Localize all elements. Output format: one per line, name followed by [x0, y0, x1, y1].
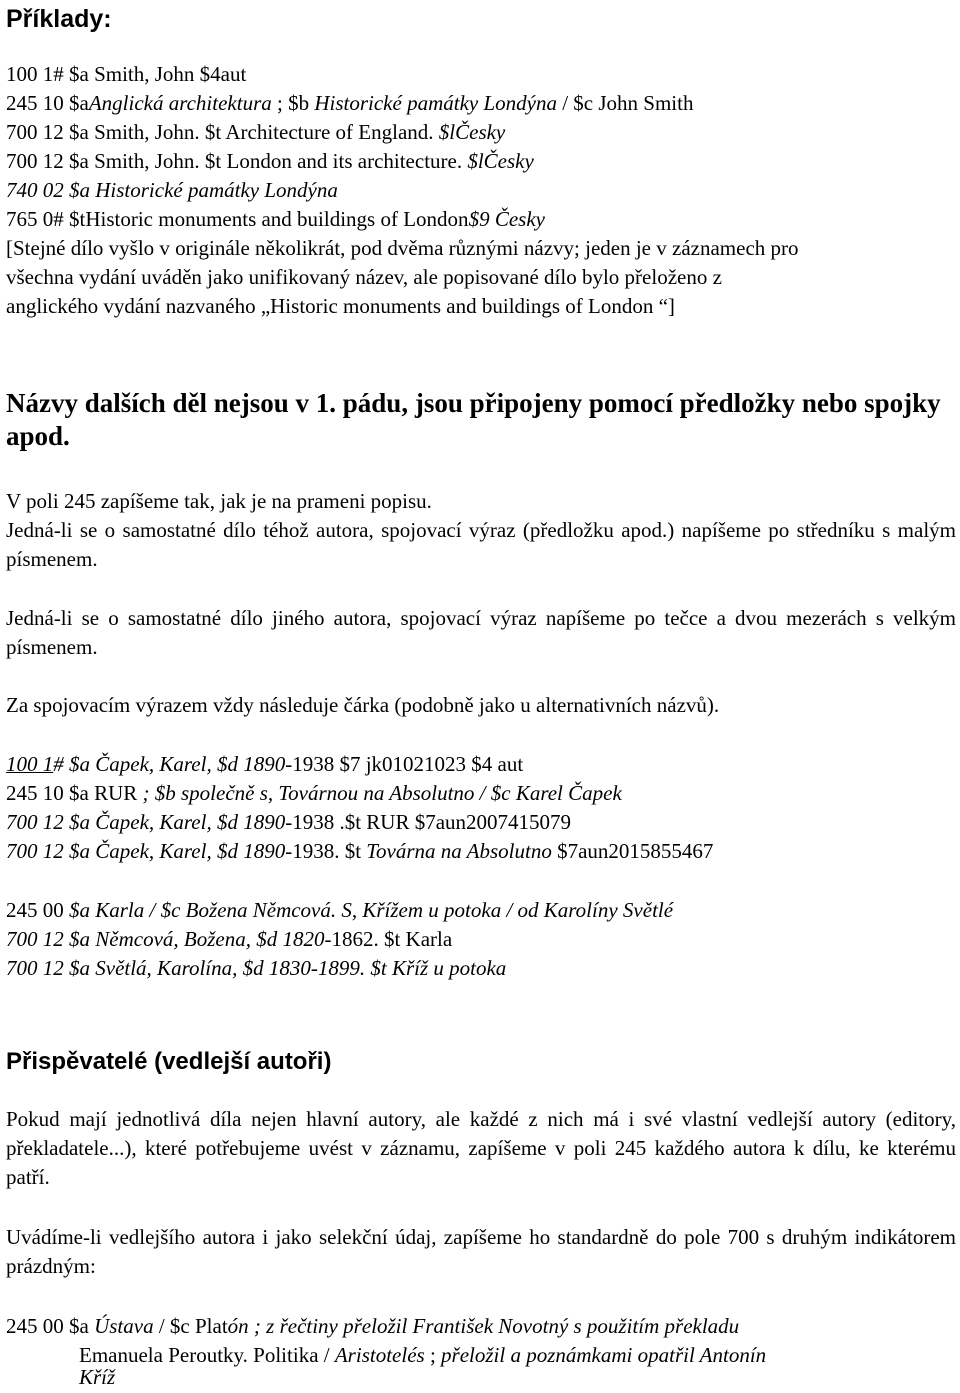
example2-line-1: 100 1# $a Čapek, Karel, $d 1890-1938 $7 jk01021023 $4 aut — [6, 752, 524, 776]
example3-line-2: 700 12 $a Němcová, Božena, $d 1820-1862. $t Karla — [6, 927, 453, 951]
paragraph-selection-entry: Uvádíme-li vedlejšího autora i jako selekční údaj, zapíšeme ho standardně do pole 700 s druhým indikátorem prázdným: — [6, 1225, 956, 1278]
paragraph-other-author: Jedná-li se o samostatné dílo jiného autora, spojovací výraz napíšeme po tečce a dvou mezerách s velkým písmenem. — [6, 606, 956, 659]
example2-line-2: 245 10 $a RUR ; $b společně s, Továrnou na Absolutno / $c Karel Čapek — [6, 781, 622, 805]
example1-line-6: 765 0# $tHistoric monuments and buildings of London$9 Česky — [6, 207, 545, 231]
example4-line-2: Emanuela Peroutky. Politika / Aristotelés ; přeložil a poznámkami opatřil Antonín — [79, 1343, 767, 1367]
example1-line-5: 740 02 $a Historické památky Londýna — [6, 178, 338, 202]
example4-line-3: Kříž — [79, 1365, 116, 1389]
example2-line-3: 700 12 $a Čapek, Karel, $d 1890-1938 .$t RUR $7aun2007415079 — [6, 810, 572, 834]
paragraph-comma-rule: Za spojovacím výrazem vždy následuje čárka (podobně jako u alternativních názvů). — [6, 693, 720, 717]
example1-line-8: všechna vydání uváděn jako unifikovaný název, ale popisované dílo bylo přeloženo z — [6, 265, 722, 289]
example1-line-2: 245 10 $aAnglická architektura ; $b Historické památky Londýna / $c John Smith — [6, 91, 694, 115]
heading-contributors: Přispěvatelé (vedlejší autoři) — [6, 1048, 332, 1075]
example1-line-3: 700 12 $a Smith, John. $t Architecture of England. $lČesky — [6, 120, 506, 144]
example3-line-1: 245 00 $a Karla / $c Božena Němcová. S, Křížem u potoka / od Karolíny Světlé — [6, 898, 674, 922]
heading-other-titles: Názvy dalších děl nejsou v 1. pádu, jsou připojeny pomocí předložky nebo spojky apod. — [6, 388, 941, 451]
heading-examples: Příklady: — [6, 5, 112, 33]
example1-line-9: anglického vydání nazvaného „Historic monuments and buildings of London “] — [6, 294, 675, 318]
example4-line-1: 245 00 $a Ústava / $c Platón ; z řečtiny přeložil František Novotný s použitím překladu — [6, 1314, 740, 1338]
example1-line-7: [Stejné dílo vyšlo v originále několikrát, pod dvěma různými názvy; jeden je v záznamech pro — [6, 236, 799, 260]
example3-line-3: 700 12 $a Světlá, Karolína, $d 1830-1899. $t Kříž u potoka — [6, 956, 507, 980]
example2-line-4: 700 12 $a Čapek, Karel, $d 1890-1938. $t Továrna na Absolutno $7aun2015855467 — [6, 839, 714, 863]
example1-line-1: 100 1# $a Smith, John $4aut — [6, 62, 247, 86]
paragraph-field-245: V poli 245 zapíšeme tak, jak je na prameni popisu. — [6, 489, 432, 513]
example1-line-4: 700 12 $a Smith, John. $t London and its architecture. $lČesky — [6, 149, 534, 173]
paragraph-same-author: Jedná-li se o samostatné dílo téhož autora, spojovací výraz (předložku apod.) napíšeme po středníku s malým písmenem. — [6, 518, 956, 571]
paragraph-contributors: Pokud mají jednotlivá díla nejen hlavní autory, ale každé z nich má i své vlastní vedlejší autory (editory, překladatele...), které potřebujeme uvést v záznamu, zapíšeme v poli 245 každého autora k dílu, ke kterému patří. — [6, 1107, 956, 1189]
